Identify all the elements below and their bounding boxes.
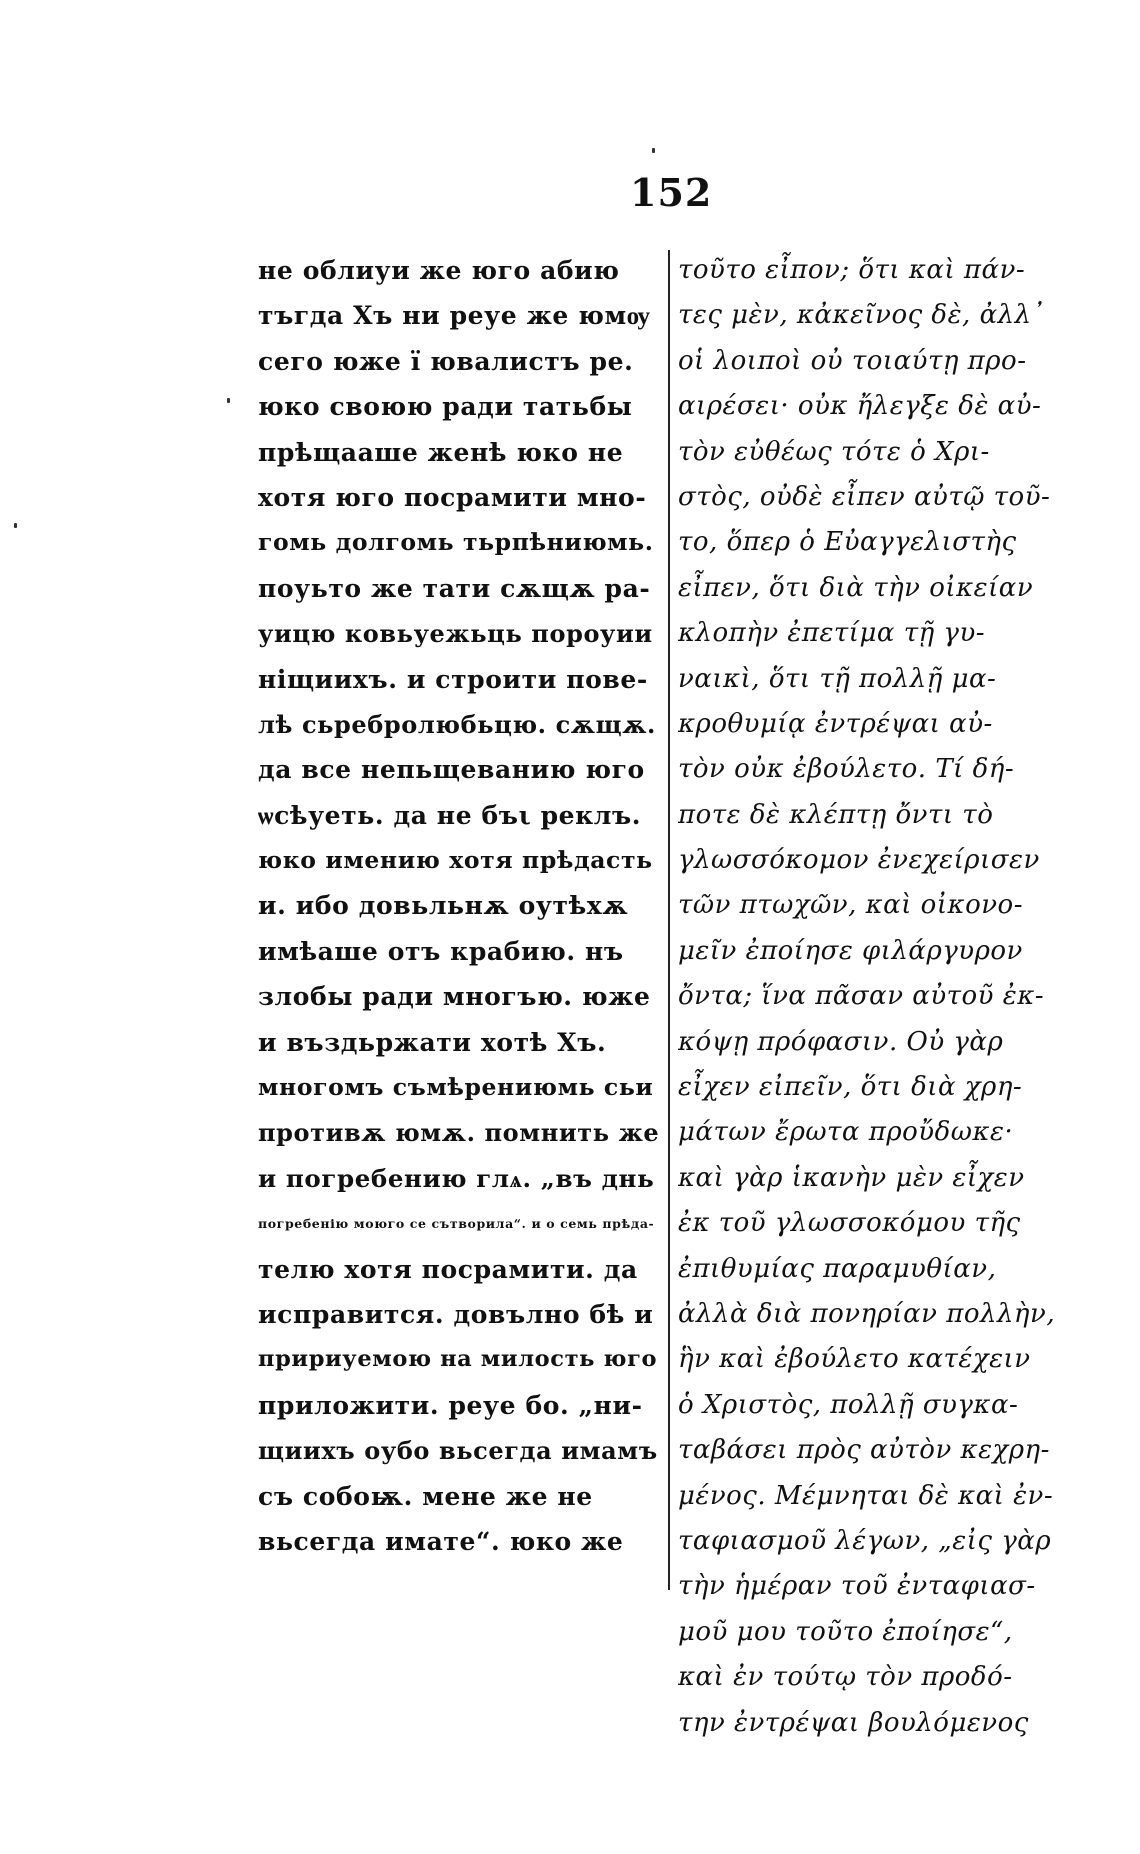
slavonic-text-line: съ собоѭ. мене же не	[258, 1481, 593, 1511]
greek-text-line: μάτων ἔρωτα προὔδωκε·	[678, 1117, 1014, 1148]
slavonic-text-line: и погребению глѧ. „въ днь	[258, 1163, 655, 1193]
slavonic-text-line: злобы ради многъю. юже	[258, 982, 651, 1012]
slavonic-text-line: исправится. довълно бѣ и	[258, 1299, 654, 1329]
greek-text-line: ναικὶ, ὅτι τῇ πολλῇ μα-	[678, 663, 997, 694]
slavonic-text-line: лѣ сьребролюбьцю. сѫщѫ.	[258, 709, 656, 739]
greek-text-line: κόψῃ πρόφασιν. Οὐ γὰρ	[678, 1026, 1004, 1057]
slavonic-text-line: хотя юго посрамити мно-	[258, 482, 647, 512]
ink-speck	[14, 523, 17, 528]
slavonic-text-line: ніщиихъ. и строити пове-	[258, 664, 648, 694]
greek-text-line: ποτε δὲ κλέπτῃ ὄντι τὸ	[678, 799, 994, 830]
slavonic-text-line: и. ибо довьльнѫ оутѣхѫ	[258, 891, 629, 921]
greek-text-line: οἱ λοιποὶ οὐ τοιαύτῃ προ-	[678, 345, 1027, 376]
slavonic-text-line: многомъ съмѣрениюмь сьи	[258, 1073, 654, 1102]
greek-text-line: ταβάσει πρὸς αὐτὸν κεχρη-	[678, 1435, 1050, 1466]
greek-text-line: εἶπεν, ὅτι διὰ τὴν οἰκείαν	[678, 572, 1034, 603]
greek-text-line: τὸν εὐθέως τότε ὁ Χρι-	[678, 436, 990, 467]
greek-column	[678, 248, 1084, 1746]
greek-text-line: ὄντα; ἵνα πᾶσαν αὐτοῦ ἐκ-	[678, 981, 1045, 1012]
greek-text-line: τὴν ἡμέραν τοῦ ἐνταφιασ-	[678, 1571, 1036, 1602]
greek-text-line: στὸς, οὐδὲ εἶπεν αὐτῷ τοῦ-	[678, 481, 1051, 512]
ink-speck	[652, 148, 655, 153]
column-divider	[668, 250, 670, 1590]
greek-text-line: ἣν καὶ ἐβούλετο κατέχειν	[678, 1344, 1031, 1375]
greek-text-line: κλοπὴν ἐπετίμα τῇ γυ-	[678, 618, 986, 649]
page-number: 152	[630, 170, 713, 215]
greek-text-line: τες μὲν, κἀκεῖνος δὲ, ἀλλ᾽	[678, 300, 1046, 331]
slavonic-text-line: ѡсѣуеть. да не бъι реклъ.	[258, 800, 642, 830]
slavonic-text-line: имѣаше отъ крабию. нъ	[258, 936, 624, 966]
greek-text-line: γλωσσόκομον ἐνεχείρισεν	[678, 845, 1040, 876]
greek-text-line: καὶ γὰρ ἱκανὴν μὲν εἶχεν	[678, 1162, 1025, 1193]
slavonic-text-line: тъгда Хъ ни реуе же юмѹ	[258, 301, 651, 331]
slavonic-text-line: не облиуи же юго абию	[258, 256, 620, 285]
greek-text-line: ὁ Χριστὸς, πολλῇ συγκα-	[678, 1389, 1019, 1420]
greek-text-line: εἶχεν εἰπεῖν, ὅτι διὰ χρη-	[678, 1072, 1023, 1103]
greek-text-line: τῶν πτωχῶν, καὶ οἰκονο-	[678, 890, 1023, 921]
greek-text-line: μεῖν ἐποίησε φιλάργυρον	[678, 935, 1023, 966]
slavonic-text-line: вьсегда имате“. юко же	[258, 1526, 624, 1556]
slavonic-text-line: гомь долгомь тьрпѣниюмь.	[258, 528, 654, 557]
greek-text-line: τὸν οὐκ ἐβούλετο. Τί δή-	[678, 754, 1015, 785]
greek-text-line: το, ὅπερ ὁ Εὐαγγελιστὴς	[678, 527, 1017, 558]
slavonic-text-line: щиихъ оубо вьсегда имамъ	[258, 1436, 658, 1466]
greek-text-line: κροθυμίᾳ ἐντρέψαι αὐ-	[678, 708, 993, 739]
slavonic-text-line: погребенію моюго се сътворила“. и о семь прѣда-	[258, 1216, 655, 1232]
slavonic-text-line: приложити. реуе бо. „ни-	[258, 1390, 643, 1420]
slavonic-text-line: телю хотя посрамити. да	[258, 1254, 638, 1284]
slavonic-column	[258, 248, 660, 1564]
slavonic-text-line: противѫ юмѫ. помнить же	[258, 1118, 660, 1148]
greek-text-line: τοῦτο εἶπον; ὅτι καὶ πάν-	[678, 255, 1026, 285]
slavonic-text-line: пририуемою на милость юго	[258, 1346, 658, 1373]
greek-text-line: την ἐντρέψαι βουλόμενος	[678, 1707, 1029, 1738]
slavonic-text-line: юко имению хотя прѣдасть	[258, 846, 653, 875]
greek-text-line: μένος. Μέμνηται δὲ καὶ ἐν-	[678, 1480, 1054, 1511]
greek-text-line: ταφιασμοῦ λέγων, „εἰς γὰρ	[678, 1525, 1052, 1556]
slavonic-text-line: и въздьржати хотѣ Хъ.	[258, 1027, 607, 1057]
greek-text-line: ἀλλὰ διὰ πονηρίαν πολλὴν,	[678, 1298, 1056, 1329]
slavonic-text-line: юко своюю ради татьбы	[258, 392, 633, 422]
slavonic-text-line: сего юже ї ювалистъ ре.	[258, 346, 634, 376]
slavonic-text-line: да все непьщеванию юго	[258, 755, 645, 785]
greek-text-line: καὶ ἐν τούτῳ τὸν προδό-	[678, 1662, 1013, 1693]
ink-speck	[227, 398, 230, 403]
greek-text-line: ἐκ τοῦ γλωσσοκόμου τῆς	[678, 1208, 1021, 1239]
greek-text-line: ἐπιθυμίας παραμυθίαν,	[678, 1253, 997, 1284]
slavonic-text-line: прѣщааше женѣ юко не	[258, 437, 624, 467]
slavonic-text-line: уицю ковьуежьць пороуии	[258, 619, 653, 649]
slavonic-text-line: поуьто же тати сѫщѫ ра-	[258, 573, 651, 603]
greek-text-line: αιρέσει· οὐκ ἤλεγξε δὲ αὐ-	[678, 391, 1042, 422]
greek-text-line: μοῦ μου τοῦτο ἐποίησε“,	[678, 1616, 1013, 1647]
